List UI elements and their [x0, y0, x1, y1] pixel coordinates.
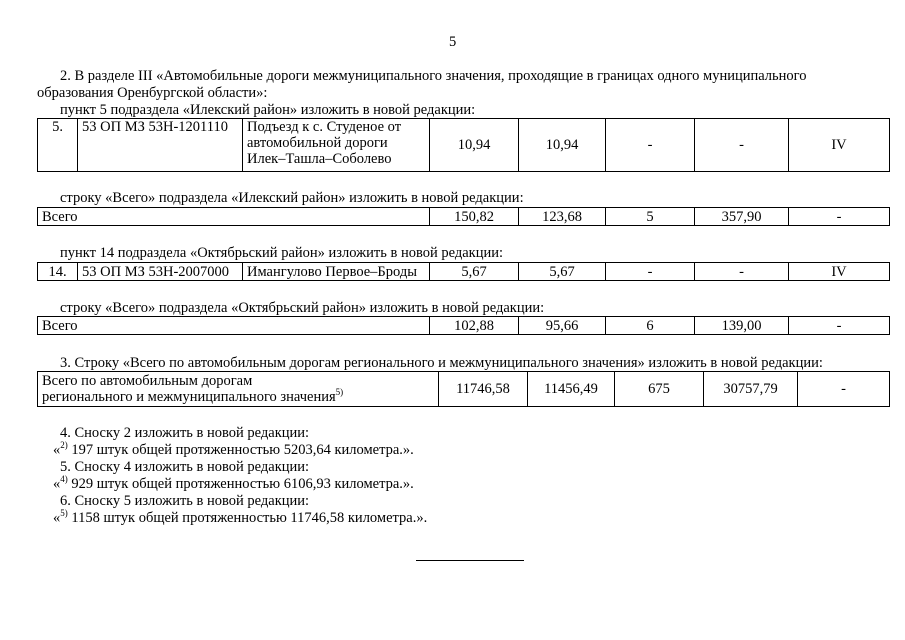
value-cell: 6: [606, 317, 695, 335]
table-row: [38, 263, 890, 281]
fn2-body: 197 штук общей протяженностью 5203,64 километра.».: [67, 442, 414, 458]
value-cell: 11456,49: [528, 372, 615, 407]
table-row: [38, 317, 890, 335]
row-number: 5.: [38, 119, 78, 172]
total-label: Всего: [38, 317, 430, 335]
fn5-text: [53, 510, 427, 527]
road-name: [243, 119, 430, 172]
fn4-quote: «: [53, 476, 61, 492]
road-name-line3: Илек–Ташла–Соболево: [247, 151, 392, 167]
total-label: Всего: [38, 208, 430, 226]
footnote-marker: 5): [335, 387, 344, 397]
value-cell: 102,88: [430, 317, 519, 335]
fn2-marker: 2): [60, 440, 68, 450]
road-name: Имангулово Первое–Броды: [243, 263, 430, 281]
value-cell: 123,68: [519, 208, 606, 226]
fn4-body: 929 штук общей протяженностью 6106,93 километра.».: [67, 476, 414, 492]
item14-caption: пункт 14 подраздела «Октябрьский район» изложить в новой редакции:: [60, 245, 504, 261]
item5-caption: пункт 5 подраздела «Илекский район» изложить в новой редакции:: [60, 102, 476, 118]
fn2-caption: 4. Сноску 2 изложить в новой редакции:: [60, 425, 310, 441]
value-cell: 10,94: [430, 119, 519, 172]
fn2-quote: «: [53, 442, 61, 458]
section3-caption: 3. Строку «Всего по автомобильным дорогам регионального и межмуниципального значения» изложить в новой редакции:: [60, 355, 823, 371]
value-cell: 5,67: [519, 263, 606, 281]
value-cell: -: [789, 317, 890, 335]
value-cell: 95,66: [519, 317, 606, 335]
value-cell: -: [695, 119, 789, 172]
section2-intro-line2: образования Оренбургской области»:: [37, 85, 268, 101]
fn5-body: 1158 штук общей протяженностью 11746,58 километра.».: [67, 510, 428, 526]
value-cell: -: [798, 372, 890, 407]
value-cell: IV: [789, 119, 890, 172]
value-cell: 30757,79: [704, 372, 798, 407]
okt-total-caption: строку «Всего» подраздела «Октябрьский район» изложить в новой редакции:: [60, 300, 545, 316]
item14-table: [37, 262, 890, 281]
fn5-caption: 6. Сноску 5 изложить в новой редакции:: [60, 493, 310, 509]
value-cell: -: [606, 119, 695, 172]
table-row: [38, 119, 890, 172]
end-divider: [416, 560, 524, 561]
table-row: [38, 372, 890, 407]
value-cell: 675: [615, 372, 704, 407]
value-cell: IV: [789, 263, 890, 281]
fn4-text: [53, 476, 414, 493]
grand-total-label-line2: [42, 389, 434, 405]
value-cell: 5: [606, 208, 695, 226]
value-cell: 5,67: [430, 263, 519, 281]
ilek-total-caption: строку «Всего» подраздела «Илекский район» изложить в новой редакции:: [60, 190, 524, 206]
page-number: 5: [449, 34, 457, 50]
fn2-text: [53, 442, 414, 459]
ilek-total-table: [37, 207, 890, 226]
value-cell: -: [789, 208, 890, 226]
value-cell: 139,00: [695, 317, 789, 335]
fn4-caption: 5. Сноску 4 изложить в новой редакции:: [60, 459, 310, 475]
item5-table: [37, 118, 890, 172]
road-code: 53 ОП МЗ 53Н-2007000: [78, 263, 243, 281]
grand-total-label-line2-text: регионального и межмуниципального значения: [42, 389, 336, 405]
value-cell: -: [695, 263, 789, 281]
value-cell: 10,94: [519, 119, 606, 172]
grand-total-label-line1: Всего по автомобильным дорогам: [42, 373, 253, 389]
fn5-quote: «: [53, 510, 61, 526]
road-name-line1: Подъезд к с. Студеное от: [247, 119, 402, 135]
grand-total-table: [37, 371, 890, 407]
fn4-marker: 4): [60, 474, 68, 484]
section2-intro-line1: 2. В разделе III «Автомобильные дороги межмуниципального значения, проходящие в границах одного муниципального: [60, 68, 807, 84]
road-name-line2: автомобильной дороги: [247, 135, 388, 151]
value-cell: 357,90: [695, 208, 789, 226]
fn5-marker: 5): [60, 508, 68, 518]
table-row: [38, 208, 890, 226]
road-code: 53 ОП МЗ 53Н-1201110: [78, 119, 243, 172]
row-number: 14.: [38, 263, 78, 281]
value-cell: -: [606, 263, 695, 281]
value-cell: 150,82: [430, 208, 519, 226]
value-cell: 11746,58: [439, 372, 528, 407]
grand-total-label: [38, 372, 439, 407]
okt-total-table: [37, 316, 890, 335]
